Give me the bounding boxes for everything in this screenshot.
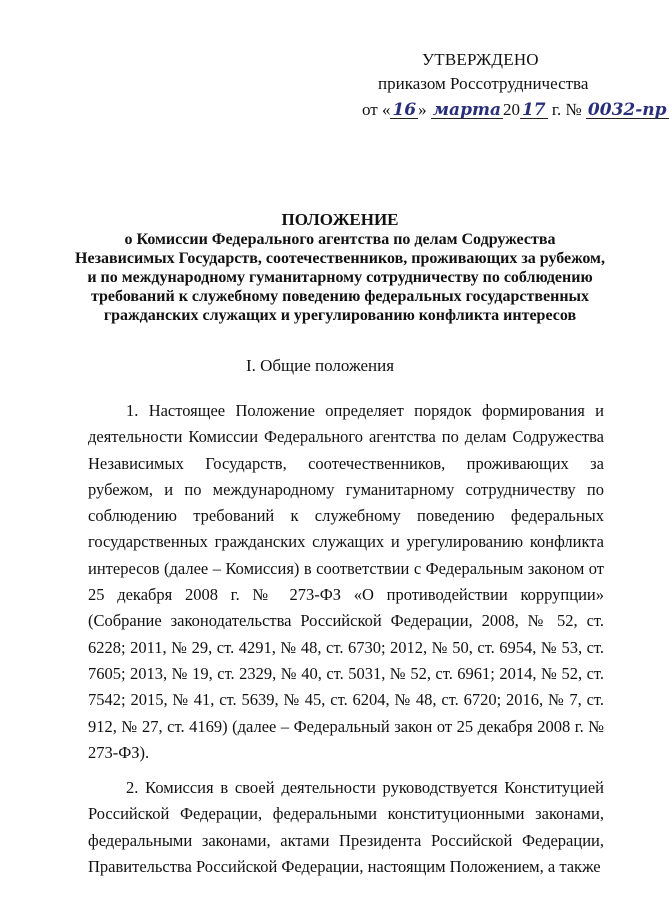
year-prefix: 20 bbox=[502, 100, 520, 119]
handwritten-day: 16 bbox=[392, 100, 417, 120]
title-line: гражданских служащих и урегулированию конфликта интересов bbox=[103, 307, 577, 324]
approval-date-line bbox=[362, 100, 669, 120]
document-body bbox=[88, 398, 604, 880]
title-line: Независимых Государств, соотечественников, проживающих за рубежом, bbox=[75, 250, 605, 267]
handwritten-order-number: 0032-пр bbox=[587, 100, 667, 120]
paragraph-2: 2. Комиссия в своей деятельности руководствуется Конституцией Российской Федерации, федеральными конституционными законами, федеральными законами, актами Президента Российской Федерации, Правительства Российской Федерации, настоящим Положением, а также bbox=[88, 778, 604, 877]
date-prefix: от « bbox=[362, 100, 391, 119]
handwritten-year: 17 bbox=[521, 100, 546, 120]
approval-title: УТВЕРЖДЕНО bbox=[422, 50, 539, 69]
quote-close: » bbox=[418, 100, 427, 119]
title-line: и по международному гуманитарному сотрудничеству по соблюдению bbox=[87, 269, 593, 286]
paragraph-1: 1. Настоящее Положение определяет порядок формирования и деятельности Комиссии Федерального агентства по делам Содружества Независимых Государств, соотечественников, проживающих за рубежом, и по международному гуманитарному сотрудничеству по соблюдению требований к служебному поведению федеральных государственных гражданских служащих и урегулированию конфликта интересов (далее – Комиссия) в соответствии с Федеральным законом от 25 декабря 2008 г. № 273-ФЗ «О противодействии коррупции» (Собрание законодательства Российской Федерации, 2008, № 52, ст. 6228; 2011, № 29, ст. 4291, № 48, ст. 6730; 2012, № 50, ст. 6954, № 53, ст. 7605; 2013, № 19, ст. 2329, № 40, ст. 5031, № 52, ст. 6961; 2014, № 52, ст. 7542; 2015, № 41, ст. 5639, № 45, ст. 6204, № 48, ст. 6720; 2016, № 7, ст. 912, № 27, ст. 4169) (далее – Федеральный закон от 25 декабря 2008 г. № 273-ФЗ). bbox=[88, 401, 604, 762]
title-line: о Комиссии Федерального агентства по делам Содружества bbox=[124, 231, 556, 248]
number-prefix: г. № bbox=[551, 100, 582, 119]
title-line: требований к служебному поведению федеральных государственных bbox=[90, 288, 590, 305]
document-heading: ПОЛОЖЕНИЕ bbox=[281, 210, 399, 229]
section-heading: I. Общие положения bbox=[245, 356, 395, 375]
handwritten-month: марта bbox=[432, 100, 501, 120]
document-title-block bbox=[60, 210, 620, 325]
approval-order-line: приказом Россотрудничества bbox=[378, 74, 589, 93]
